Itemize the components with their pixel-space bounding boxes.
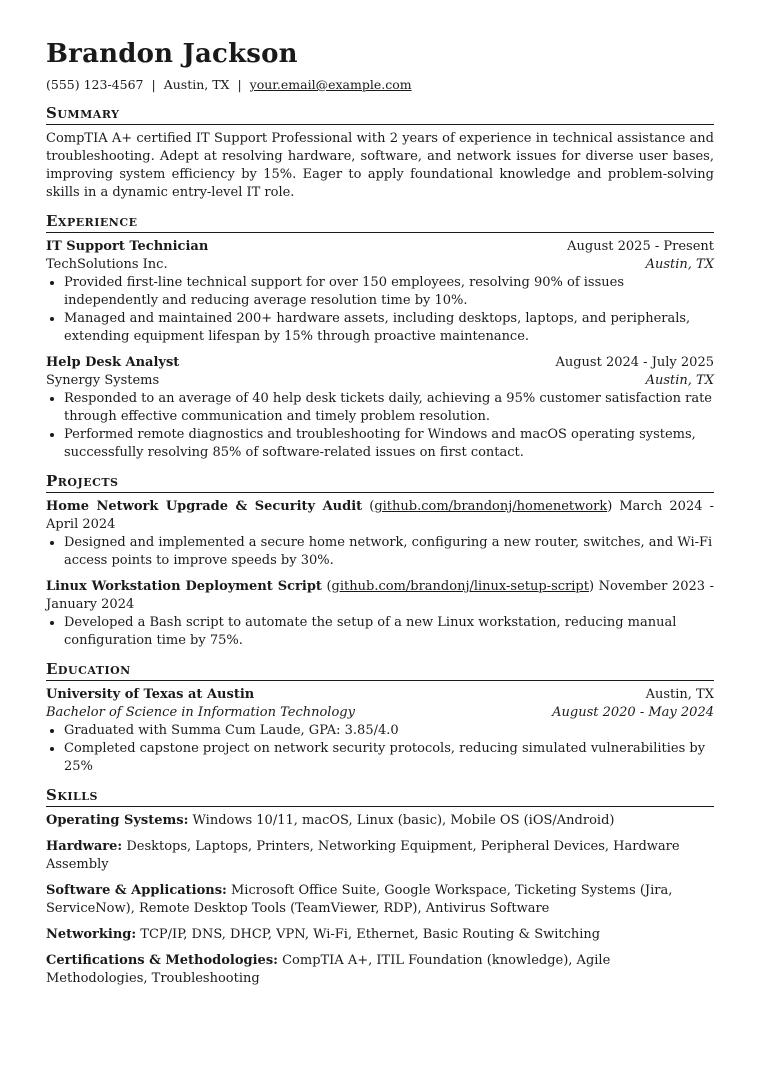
- section-title-summary: Summary: [46, 104, 714, 125]
- project-link[interactable]: github.com/brandonj/linux-setup-script: [331, 579, 589, 594]
- company-name: Synergy Systems: [46, 373, 160, 388]
- project-link[interactable]: github.com/brandonj/homenetwork: [374, 499, 608, 514]
- skill-category: Software & Applications:: [46, 883, 227, 898]
- email-link[interactable]: your.email@example.com: [249, 77, 412, 92]
- school-location: Austin, TX: [645, 687, 714, 702]
- skill-row: [46, 882, 714, 918]
- list-item: • Performed remote diagnostics and troubleshooting for Windows and macOS operating systems, successfully resolving 85% of software-related issues on first contact.: [64, 426, 714, 462]
- skill-row: [46, 812, 714, 830]
- skill-row: [46, 838, 714, 874]
- contact-line: [46, 76, 714, 94]
- degree: Bachelor of Science in Information Technology: [46, 705, 355, 720]
- list-item: • Developed a Bash script to automate the setup of a new Linux workstation, reducing manual configuration time by 75%.: [64, 614, 714, 650]
- project-name: Home Network Upgrade & Security Audit: [46, 499, 363, 514]
- skill-value: Desktops, Laptops, Printers, Networking Equipment, Peripheral Devices, Hardware Assembly: [46, 839, 680, 872]
- skill-value: Microsoft Office Suite, Google Workspace, Ticketing Systems (Jira, ServiceNow), Remote Desktop Tools (TeamViewer, RDP), Antivirus Software: [46, 883, 673, 916]
- section-title-projects: Projects: [46, 472, 714, 493]
- skill-value: TCP/IP, DNS, DHCP, VPN, Wi-Fi, Ethernet, Basic Routing & Switching: [140, 927, 601, 942]
- skill-value: CompTIA A+, ITIL Foundation (knowledge), Agile Methodologies, Troubleshooting: [46, 953, 611, 986]
- list-item: • Designed and implemented a secure home network, configuring a new router, switches, and Wi-Fi access points to improve speeds by 30%.: [64, 534, 714, 570]
- job-entry: [46, 238, 714, 346]
- education-bullets: [46, 722, 714, 776]
- separator: |: [237, 77, 242, 92]
- skill-row: [46, 926, 714, 944]
- section-title-experience: Experience: [46, 212, 714, 233]
- school-name: University of Texas at Austin: [46, 687, 255, 702]
- job-bullets: [46, 274, 714, 346]
- project-bullets: [46, 614, 714, 650]
- summary-section: [46, 104, 714, 202]
- company-name: TechSolutions Inc.: [46, 257, 168, 272]
- list-item: • Completed capstone project on network security protocols, reducing simulated vulnerabilities by 25%: [64, 740, 714, 776]
- project-dates: November 2023 - January 2024: [46, 579, 714, 612]
- skill-category: Hardware:: [46, 839, 123, 854]
- location: Austin, TX: [163, 77, 230, 92]
- job-location: Austin, TX: [645, 373, 714, 388]
- phone: (555) 123-4567: [46, 77, 144, 92]
- project-dates: March 2024 - April 2024: [46, 499, 714, 532]
- experience-section: [46, 212, 714, 462]
- job-entry: [46, 354, 714, 462]
- education-section: [46, 660, 714, 776]
- project-entry: Home Network Upgrade & Security Audit (github.com/brandonj/homenetwork) March 2024 - April 2024 • Designed and implemented a secure home network, configuring a new router, switches, and Wi-Fi access points to improve speeds by 30%.: [46, 498, 714, 570]
- job-dates: August 2025 - Present: [567, 239, 714, 254]
- summary-text: CompTIA A+ certified IT Support Professional with 2 years of experience in technical assistance and troubleshooting. Adept at resolving hardware, software, and network issues for diverse user bases, improving system efficiency by 15%. Eager to apply foundational knowledge and problem-solving skills in a dynamic entry-level IT role.: [46, 131, 714, 200]
- list-item: • Graduated with Summa Cum Laude, GPA: 3.85/4.0: [64, 722, 714, 740]
- job-title: Help Desk Analyst: [46, 355, 180, 370]
- separator: |: [151, 77, 156, 92]
- education-dates: August 2020 - May 2024: [552, 705, 714, 720]
- skill-row: [46, 952, 714, 988]
- candidate-name: Brandon Jackson: [46, 39, 298, 69]
- skill-value: Windows 10/11, macOS, Linux (basic), Mobile OS (iOS/Android): [192, 813, 615, 828]
- section-title-skills: Skills: [46, 786, 714, 807]
- skills-section: [46, 786, 714, 988]
- project-bullets: [46, 534, 714, 570]
- list-item: • Responded to an average of 40 help desk tickets daily, achieving a 95% customer satisfaction rate through effective communication and timely problem resolution.: [64, 390, 714, 426]
- job-title: IT Support Technician: [46, 239, 209, 254]
- job-location: Austin, TX: [645, 257, 714, 272]
- skill-category: Certifications & Methodologies:: [46, 953, 278, 968]
- projects-section: [46, 472, 714, 650]
- skill-category: Networking:: [46, 927, 137, 942]
- list-item: • Managed and maintained 200+ hardware assets, including desktops, laptops, and peripherals, extending equipment lifespan by 15% through proactive maintenance.: [64, 310, 714, 346]
- project-name: Linux Workstation Deployment Script: [46, 579, 322, 594]
- project-entry: Linux Workstation Deployment Script (github.com/brandonj/linux-setup-script) November 2023 - January 2024 • Developed a Bash script to automate the setup of a new Linux workstation, reducing manual configuration time by 75%.: [46, 578, 714, 650]
- skill-category: Operating Systems:: [46, 813, 189, 828]
- section-title-education: Education: [46, 660, 714, 681]
- list-item: • Provided first-line technical support for over 150 employees, resolving 90% of issues independently and reducing average resolution time by 10%.: [64, 274, 714, 310]
- job-dates: August 2024 - July 2025: [555, 355, 714, 370]
- job-bullets: [46, 390, 714, 462]
